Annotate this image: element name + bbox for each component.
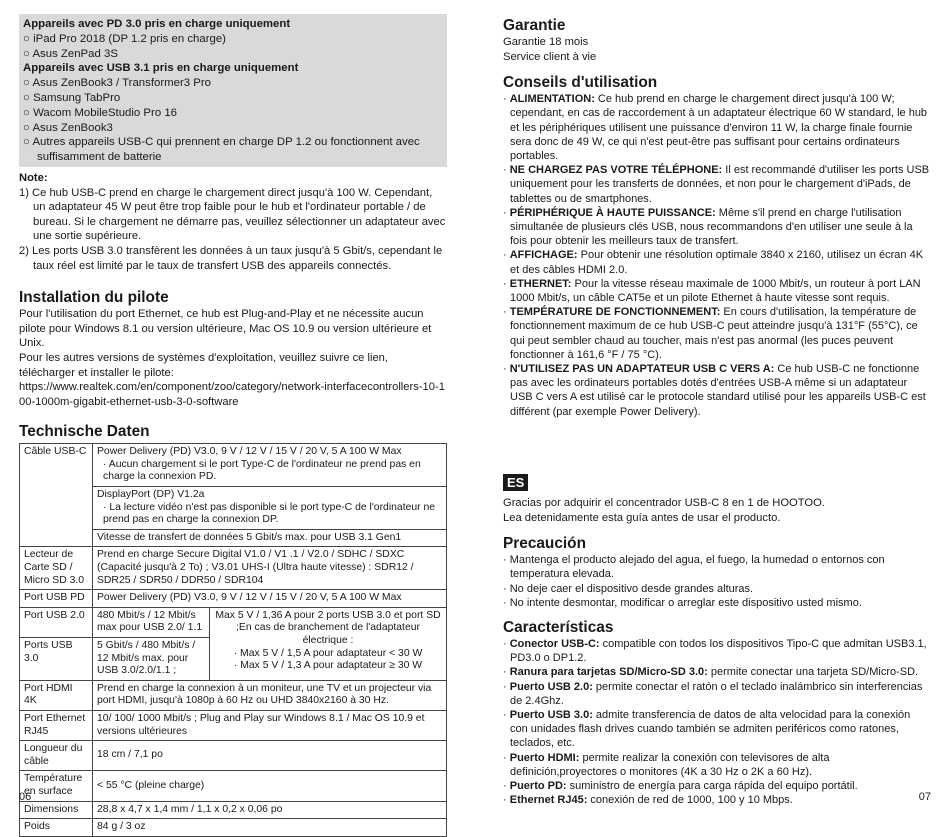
list-item: · Puerto HDMI: permite realizar la conexión con televisores de alta definición,proyectores o monitores (4K a 30 Hz o 2K a 60 Hz). <box>503 751 830 778</box>
list-item: ○ Asus ZenBook3 / Transformer3 Pro <box>23 77 211 90</box>
warranty-line: Service client à vie <box>503 50 597 63</box>
supported-devices-box <box>19 14 447 167</box>
list-item: · No deje caer el dispositivo desde grandes alturas. <box>503 582 754 595</box>
spec-value: < 55 °C (pleine charge) <box>93 771 447 801</box>
list-item: ○ Asus ZenPad 3S <box>23 47 118 60</box>
spec-label: Lecteur de Carte SD / Micro SD 3.0 <box>20 547 93 590</box>
spec-label: Port USB PD <box>20 590 93 608</box>
install-text: Pour l'utilisation du port Ethernet, ce hub est Plug-and-Play et ne nécessite aucun pilote pour Windows 8.1 ou version ultérieure, Mac OS 10.9 ou version ultérieure et Unix. <box>19 308 432 350</box>
spec-label: Port USB 2.0 <box>20 607 93 637</box>
list-item: · PÉRIPHÉRIQUE À HAUTE PUISSANCE: Même s'il prend en charge l'utilisation simultanée de plusieurs clés USB, nous recommandons d'en utiliser une seule à la fois pour obtenir les meilleurs taux de transfert. <box>503 206 913 248</box>
spec-value: Prend en charge la connexion à un moniteur, une TV et un projecteur via port HDMI, jusqu'à 1080p à 60 Hz ou UHD 3840x2160 à 30 Hz. <box>93 680 447 710</box>
list-item: · Ethernet RJ45: conexión de red de 1000, 100 y 10 Mbps. <box>503 794 793 807</box>
list-item: ○ Autres appareils USB-C qui prennent en charge DP 1.2 ou fonctionnent avec suffisamment de batterie <box>23 136 420 164</box>
spec-value: Vitesse de transfert de données 5 Gbit/s max. pour USB 3.1 Gen1 <box>93 529 447 547</box>
spec-label: Poids <box>20 819 93 837</box>
tips-title: Conseils d'utilisation <box>503 74 658 92</box>
page-number-right: 07 <box>918 791 931 803</box>
features-title: Características <box>503 619 614 636</box>
left-page <box>19 14 447 837</box>
warranty-title: Garantie <box>503 17 566 34</box>
warranty-line: Garantie 18 mois <box>503 36 589 48</box>
note-item: 1) Ce hub USB-C prend en charge le chargement direct jusqu'à 100 W. Cependant, un adaptateur 45 W peut être trop faible pour le hub et l'ordinateur portable / de bureau. Si le chargement ne démarre pas, veuillez sélectionner un adaptateur avec une sortie supérieure. <box>19 186 446 243</box>
spec-label: Température en surface <box>20 771 93 801</box>
list-item: · TEMPÉRATURE DE FONCTIONNEMENT: En cours d'utilisation, la température de fonctionnement maximum de ce hub USB-C peut atteindre jusqu'à 131°F (55°C), ce qui peut sembler chaud au toucher, mais n'est pas anormal (les puces peuvent fonctionner à 161,6 °F / 75 °C). <box>503 306 918 361</box>
right-page <box>503 17 931 419</box>
precaution-title: Precaución <box>503 535 586 553</box>
list-item: · Puerto PD: suministro de energía para carga rápida del equipo portátil. <box>503 780 858 793</box>
spec-value: Prend en charge Secure Digital V1.0 / V1 .1 / V2.0 / SDHC / SDXC (Capacité jusqu'à 2 To) ; V3.01 UHS-I (Ultra haute vitesse) : SDR12 / SDR25 / SDR50 / DDR50 / SDR104 <box>93 547 447 590</box>
list-item: · Conector USB-C: compatible con todos los dispositivos Tipo-C que admitan USB3.1, PD3.0 o DP1.2. <box>503 638 927 665</box>
table-row <box>20 590 447 608</box>
list-item: · ALIMENTATION: Ce hub prend en charge le chargement direct jusqu'à 100 W; cependant, en cas de raccordement à un adaptateur électrique 60 W standard, le hub et les périphériques utilisent une puissance d'environ 11 W, la charge finale fournie sera donc de 49 W, ce qui n'est peut-être pas suffisant pour certains ordinateurs portables. <box>503 93 928 162</box>
spec-table <box>19 443 447 836</box>
table-row <box>20 607 447 637</box>
usb-heading: Appareils avec USB 3.1 pris en charge uniquement <box>23 62 299 75</box>
spec-label: Longueur du câble <box>20 741 93 771</box>
table-row <box>20 710 447 740</box>
spec-value: 10/ 100/ 1000 Mbit/s ; Plug and Play sur Windows 8.1 / Mac OS 10.9 et versions ultérieures <box>93 710 447 740</box>
note-section <box>19 171 447 273</box>
table-row <box>20 801 447 819</box>
usb-power-value: Max 5 V / 1,36 A pour 2 ports USB 3.0 et port SD ;En cas de branchement de l'adaptateur électrique : · Max 5 V / 1,5 A pour adaptateur < 30 W · Max 5 V / 1,3 A pour adaptateur ≥ 30 W <box>210 607 447 680</box>
list-item: ○ iPad Pro 2018 (DP 1.2 pris en charge) <box>23 32 226 45</box>
table-row <box>20 680 447 710</box>
table-row <box>20 741 447 771</box>
install-title: Installation du pilote <box>19 289 169 307</box>
list-item: · Puerto USB 2.0: permite conectar el ratón o el teclado inalámbrico sin interferencias de 2.4Ghz. <box>503 680 923 707</box>
tech-title: Technische Daten <box>19 423 150 441</box>
list-item: · Ranura para tarjetas SD/Micro-SD 3.0: permite conectar una tarjeta SD/Micro-SD. <box>503 666 919 679</box>
list-item: · NE CHARGEZ PAS VOTRE TÉLÉPHONE: Il est recommandé d'utiliser les ports USB uniquement pour les transferts de données, et non pour le chargement d'iPads, de tablettes ou de smartphones. <box>503 164 930 205</box>
spec-value: DisplayPort (DP) V1.2a · La lecture vidéo n'est pas disponible si le port type-C de l'ordinateur ne prend pas en charge la connexion DP. <box>93 487 447 530</box>
spec-value: Power Delivery (PD) V3.0, 9 V / 12 V / 15 V / 20 V, 5 A 100 W Max <box>93 590 447 608</box>
spec-value: 480 Mbit/s / 12 Mbit/s max pour USB 2.0/ 1.1 <box>93 607 210 637</box>
language-badge: ES <box>503 474 528 491</box>
tips-list <box>503 92 931 419</box>
spec-value: 18 cm / 7,1 po <box>93 741 447 771</box>
note-title: Note: <box>19 171 48 184</box>
spec-value: Power Delivery (PD) V3.0, 9 V / 12 V / 15 V / 20 V, 5 A 100 W Max · Aucun chargement si le port Type-C de l'ordinateur ne prend pas en charge la connexion PD. <box>93 444 447 487</box>
spec-value: 28,8 x 4,7 x 1,4 mm / 1,1 x 0,2 x 0,06 po <box>93 801 447 819</box>
spec-value: 5 Gbit/s / 480 Mbit/s / 12 Mbit/s max. pour USB 3.0/2.0/1.1 ; <box>93 638 210 681</box>
table-row <box>20 547 447 590</box>
es-section <box>503 474 931 807</box>
list-item: ○ Samsung TabPro <box>23 91 121 104</box>
table-row <box>20 444 447 487</box>
list-item: · AFFICHAGE: Pour obtenir une résolution optimale 3840 x 2160, utilisez un écran 4K et des câbles HDMI 2.0. <box>503 249 924 276</box>
spec-label: Port Ethernet RJ45 <box>20 710 93 740</box>
list-item: ○ Asus ZenBook3 <box>23 121 113 134</box>
spec-value: 84 g / 3 oz <box>93 819 447 837</box>
pd-heading: Appareils avec PD 3.0 pris en charge uniquement <box>23 18 291 30</box>
spec-label: Dimensions <box>20 801 93 819</box>
list-item: · ETHERNET: Pour la vitesse réseau maximale de 1000 Mbit/s, un routeur à port LAN 1000 Mbit/s, un câble CAT5e et un pilote Ethernet à haute vitesse sont requis. <box>503 277 921 305</box>
driver-link[interactable]: https://www.realtek.com/en/component/zoo/category/network-interfacecontrollers-10-100-1000m-gigabit-ethernet-usb-3-0-software <box>19 381 445 408</box>
note-item: 2) Les ports USB 3.0 transfèrent les données à un taux jusqu'à 5 Gbit/s, cependant le taux réel est limité par le taux de transfert USB des appareils connectés. <box>19 244 443 272</box>
list-item: · No intente desmontar, modificar o arreglar este dispositivo usted mismo. <box>503 596 862 609</box>
spec-label: Ports USB 3.0 <box>20 638 93 681</box>
list-item: · Puerto USB 3.0: admite transferencia de datos de alta velocidad para la conexión con unidades flash drives cuando también se admiten periféricos como ratones, teclados, etc. <box>503 709 911 750</box>
spec-label: Port HDMI 4K <box>20 680 93 710</box>
spec-label: Câble USB-C <box>20 444 93 547</box>
table-row <box>20 771 447 801</box>
list-item: · Mantenga el producto alejado del agua, el fuego, la humedad o entornos con temperatura elevada. <box>503 554 885 581</box>
table-row <box>20 819 447 837</box>
list-item: · N'UTILISEZ PAS UN ADAPTATEUR USB C VERS A: Ce hub USB-C ne fonctionne pas avec les ordinateurs portables dotés d'entrées USB-A même si un adaptateur USB C vers A est utilisé car le protocole standard utilisé pour les appareils USB-C est différent (par exemple Power Delivery). <box>503 363 926 418</box>
es-intro: Lea detenidamente esta guía antes de usar el producto. <box>503 511 781 524</box>
page-number-left: 06 <box>19 791 32 803</box>
es-intro: Gracias por adquirir el concentrador USB-C 8 en 1 de HOOTOO. <box>503 497 825 509</box>
list-item: ○ Wacom MobileStudio Pro 16 <box>23 106 177 119</box>
install-text: Pour les autres versions de systèmes d'exploitation, veuillez suivre ce lien, télécharger et installer le pilote: <box>19 351 389 379</box>
